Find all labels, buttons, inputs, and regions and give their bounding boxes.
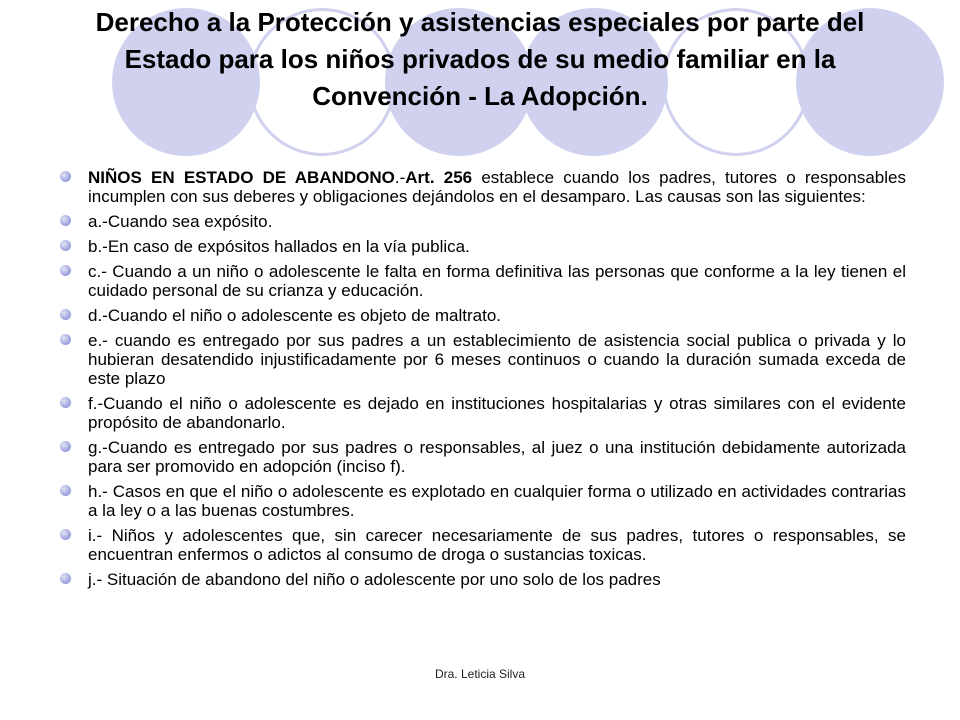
bullet-icon bbox=[60, 441, 71, 452]
cause-text: d.-Cuando el niño o adolescente es objeto de maltrato. bbox=[88, 306, 501, 325]
bullet-icon bbox=[60, 334, 71, 345]
list-item bbox=[88, 526, 906, 564]
list-item bbox=[88, 212, 906, 231]
bullet-icon bbox=[60, 397, 71, 408]
list-item bbox=[88, 438, 906, 476]
list-item bbox=[88, 262, 906, 300]
cause-text: b.-En caso de expósitos hallados en la vía publica. bbox=[88, 237, 470, 256]
list-item bbox=[88, 394, 906, 432]
cause-text: j.- Situación de abandono del niño o adolescente por uno solo de los padres bbox=[88, 570, 661, 589]
article-reference: Art. 256 bbox=[405, 168, 473, 187]
cause-text: a.-Cuando sea expósito. bbox=[88, 212, 273, 231]
bullet-icon bbox=[60, 265, 71, 276]
list-item bbox=[88, 331, 906, 388]
list-item-intro: NIÑOS EN ESTADO DE ABANDONO.-Art. 256 establece cuando los padres, tutores o responsables incumplen con sus deberes y obligaciones dejándolos en el desamparo. Las causas son las siguientes: bbox=[88, 168, 906, 206]
cause-text: h.- Casos en que el niño o adolescente es explotado en cualquier forma o utilizado en actividades contrarias a la ley o a las buenas costumbres. bbox=[88, 482, 906, 520]
cause-text: i.- Niños y adolescentes que, sin carecer necesariamente de sus padres, tutores o responsables, se encuentran enfermos o adictos al consumo de droga o sustancias toxicas. bbox=[88, 526, 906, 564]
cause-text: f.-Cuando el niño o adolescente es dejado en instituciones hospitalarias y otras similares con el evidente propósito de abandonarlo. bbox=[88, 394, 906, 432]
bullet-icon bbox=[60, 215, 71, 226]
footer-author: Dra. Leticia Silva bbox=[434, 667, 526, 681]
bullet-icon bbox=[60, 240, 71, 251]
bullet-icon bbox=[60, 573, 71, 584]
list-item bbox=[88, 570, 906, 589]
intro-text: establece cuando los padres, tutores o responsables incumplen con sus deberes y obligaciones dejándolos en el desamparo. Las causas son las siguientes: bbox=[88, 168, 906, 206]
list-item bbox=[88, 306, 906, 325]
cause-text: g.-Cuando es entregado por sus padres o responsables, al juez o una institución debidamente autorizada para ser promovido en adopción (inciso f). bbox=[88, 438, 906, 476]
bullet-icon bbox=[60, 171, 71, 182]
list-item bbox=[88, 482, 906, 520]
bullet-list bbox=[88, 168, 906, 595]
bullet-icon bbox=[60, 309, 71, 320]
slide-title: Derecho a la Protección y asistencias especiales por parte del Estado para los niños privados de su medio familiar en la Convención - La Adopción. bbox=[95, 7, 865, 111]
bullet-icon bbox=[60, 485, 71, 496]
intro-heading: NIÑOS EN ESTADO DE ABANDONO bbox=[88, 168, 395, 187]
list-item bbox=[88, 237, 906, 256]
bullet-icon bbox=[60, 529, 71, 540]
cause-text: c.- Cuando a un niño o adolescente le falta en forma definitiva las personas que conforme a la ley tienen el cuidado personal de su crianza y educación. bbox=[88, 262, 906, 300]
cause-text: e.- cuando es entregado por sus padres a un establecimiento de asistencia social publica o privada y lo hubieran desatendido injustificadamente por 6 meses continuos o cuando la duración sumada exceda de este plazo bbox=[88, 331, 906, 388]
